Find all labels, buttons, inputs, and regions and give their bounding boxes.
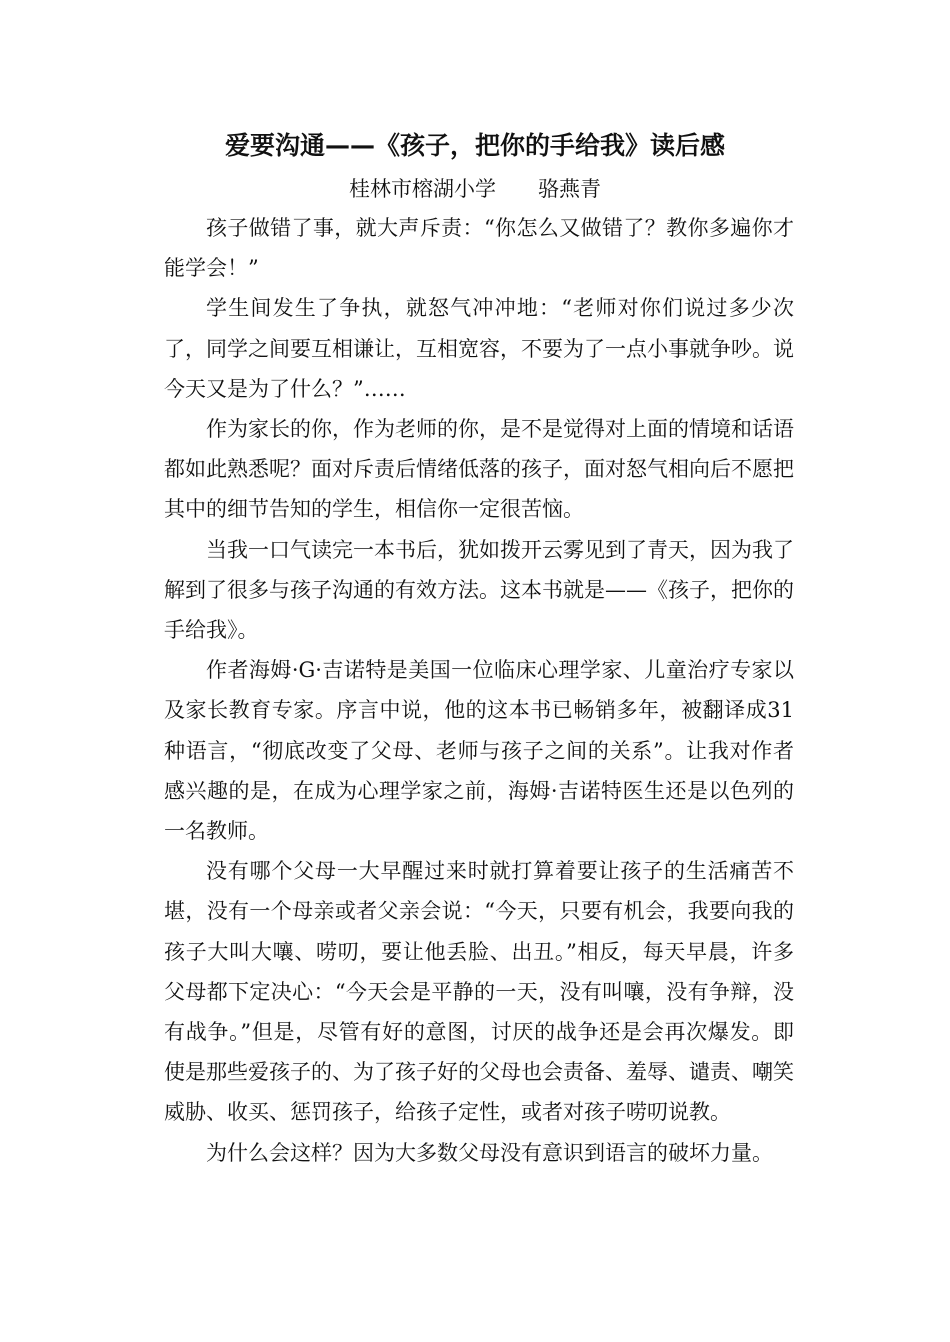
paragraph: 当我一口气读完一本书后，犹如拨开云雾见到了青天，因为我了解到了很多与孩子沟通的有效方法。这本书就是——《孩子，把你的手给我》。	[164, 537, 794, 643]
author-school: 桂林市榕湖小学	[349, 177, 496, 201]
paragraph: 孩子做错了事，就大声斥责：“你怎么又做错了？教你多遍你才能学会！”	[164, 216, 794, 281]
paragraph: 作者海姆·G·吉诺特是美国一位临床心理学家、儿童治疗专家以及家长教育专家。序言中说，他的这本书已畅销多年，被翻译成31种语言，“彻底改变了父母、老师与孩子之间的关系”。让我对作者感兴趣的是，在成为心理学家之前，海姆·吉诺特医生还是以色列的一名教师。	[164, 658, 794, 844]
author-byline	[0, 174, 950, 204]
paragraph: 为什么会这样？因为大多数父母没有意识到语言的破坏力量。	[206, 1140, 773, 1165]
paragraph: 没有哪个父母一大早醒过来时就打算着要让孩子的生活痛苦不堪，没有一个母亲或者父亲会说：“今天，只要有机会，我要向我的孩子大叫大嚷、唠叨，要让他丢脸、出丑。”相反，每天早晨，许多父母都下定决心：“今天会是平静的一天，没有叫嚷，没有争辩，没有战争。”但是，尽管有好的意图，讨厌的战争还是会再次爆发。即使是那些爱孩子的、为了孩子好的父母也会责备、羞辱、谴责、嘲笑威胁、收买、惩罚孩子，给孩子定性，或者对孩子唠叨说教。	[164, 859, 794, 1125]
author-name: 骆燕青	[538, 177, 601, 201]
document-body	[164, 208, 794, 1173]
paragraph: 学生间发生了争执，就怒气冲冲地：“老师对你们说过多少次了，同学之间要互相谦让，互相宽容，不要为了一点小事就争吵。说今天又是为了什么？”……	[164, 296, 794, 401]
document-title: 爱要沟通——《孩子，把你的手给我》读后感	[224, 131, 725, 160]
paragraph: 作为家长的你，作为老师的你，是不是觉得对上面的情境和话语都如此熟悉呢？面对斥责后情绪低落的孩子，面对怒气相向后不愿把其中的细节告知的学生，相信你一定很苦恼。	[164, 417, 794, 522]
